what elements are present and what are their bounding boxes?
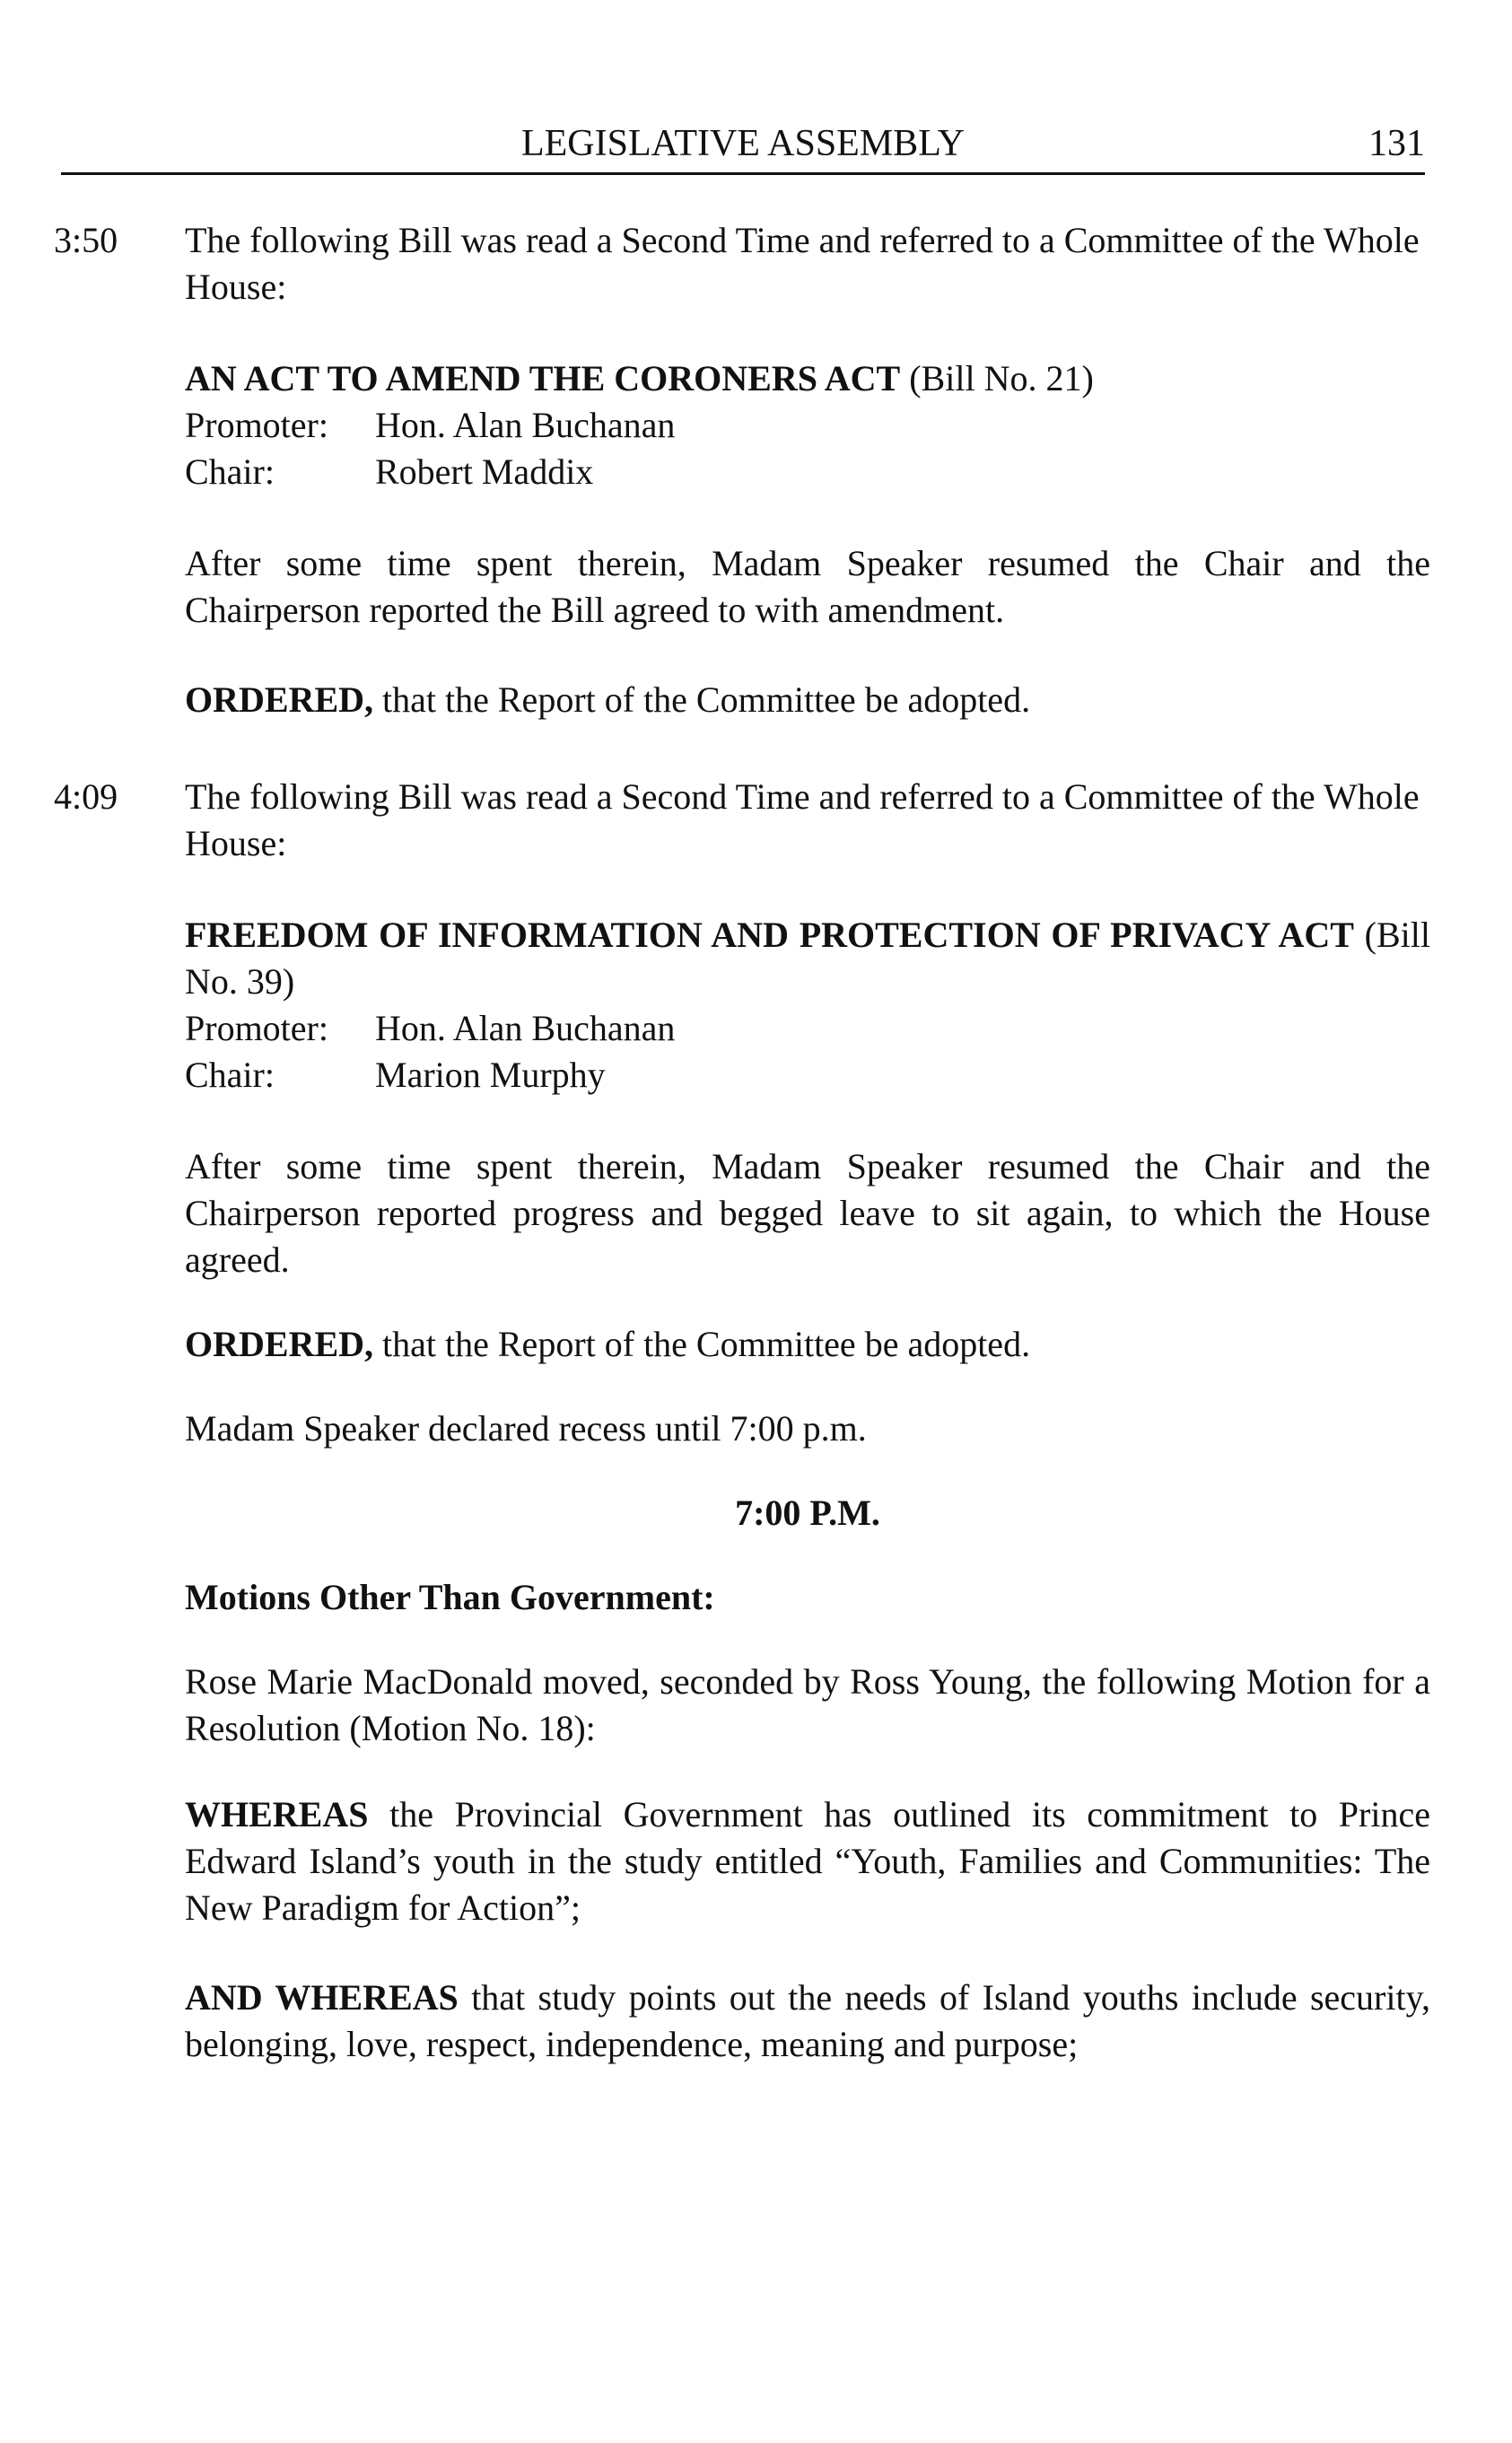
- header-title: LEGISLATIVE ASSEMBLY: [521, 123, 965, 164]
- entry-1-report: After some time spent therein, Madam Speaker resumed the Chair and the Chairperson reported the Bill agreed to with amendment.: [185, 543, 1430, 630]
- ordered-text: that the Report of the Committee be adopted.: [373, 1324, 1031, 1364]
- motion-intro: Rose Marie MacDonald moved, seconded by Ross Young, the following Motion for a Resolution (Motion No. 18):: [185, 1661, 1430, 1748]
- promoter-label: Promoter:: [185, 1008, 328, 1048]
- running-header: [61, 115, 1425, 175]
- whereas-clause-2: [185, 1975, 1430, 2068]
- chair-name: Robert Maddix: [375, 451, 594, 492]
- section-heading: Motions Other Than Government:: [185, 1577, 715, 1617]
- chair-line: [185, 1052, 1430, 1099]
- whereas-label: AND WHEREAS: [185, 1977, 459, 2018]
- bill-title: AN ACT TO AMEND THE CORONERS ACT: [185, 358, 901, 398]
- entry-2-intro: The following Bill was read a Second Time and referred to a Committee of the Whole House:: [185, 776, 1420, 863]
- chair-label: Chair:: [185, 451, 275, 492]
- entry-time-1: 3:50: [54, 220, 118, 260]
- entry-time-2: 4:09: [54, 776, 118, 817]
- bill-number: (Bill No. 39): [185, 915, 1430, 1002]
- promoter-name: Hon. Alan Buchanan: [375, 1008, 676, 1048]
- entry-1-intro: The following Bill was read a Second Time and referred to a Committee of the Whole House:: [185, 220, 1420, 307]
- chair-name: Marion Murphy: [375, 1055, 606, 1095]
- whereas-label: WHEREAS: [185, 1794, 369, 1834]
- evening-heading: 7:00 P.M.: [735, 1493, 880, 1533]
- page-number: 131: [1368, 123, 1425, 164]
- whereas-text: the Provincial Government has outlined its commitment to Prince Edward Island’s youth in the study entitled “Youth, Families and Communities: The New Paradigm for Action”;: [185, 1794, 1430, 1928]
- ordered-label: ORDERED,: [185, 679, 374, 720]
- whereas-text: that study points out the needs of Island youths include security, belonging, love, respect, independence, meaning and purpose;: [185, 1977, 1430, 2064]
- entry-2-bill: [185, 912, 1430, 1005]
- recess-note: Madam Speaker declared recess until 7:00 p.m.: [185, 1408, 867, 1449]
- ordered-label: ORDERED,: [185, 1324, 374, 1364]
- entry-1-ordered: [185, 677, 1430, 723]
- entry-1-bill: [185, 355, 1430, 402]
- whereas-clause-1: [185, 1791, 1430, 1931]
- entry-1: [185, 217, 1430, 723]
- chair-line: [185, 449, 1430, 495]
- promoter-name: Hon. Alan Buchanan: [375, 405, 676, 445]
- ordered-text: that the Report of the Committee be adopted.: [373, 679, 1031, 720]
- chair-label: Chair:: [185, 1055, 275, 1095]
- promoter-line: [185, 1005, 1430, 1052]
- entry-2-report: After some time spent therein, Madam Speaker resumed the Chair and the Chairperson reported progress and begged leave to sit again, to which the House agreed.: [185, 1146, 1430, 1280]
- entry-2: [185, 774, 1430, 2068]
- promoter-line: [185, 402, 1430, 449]
- bill-title: FREEDOM OF INFORMATION AND PROTECTION OF PRIVACY ACT: [185, 915, 1354, 955]
- entry-2-ordered: [185, 1321, 1430, 1368]
- bill-number: (Bill No. 21): [909, 358, 1094, 398]
- promoter-label: Promoter:: [185, 405, 328, 445]
